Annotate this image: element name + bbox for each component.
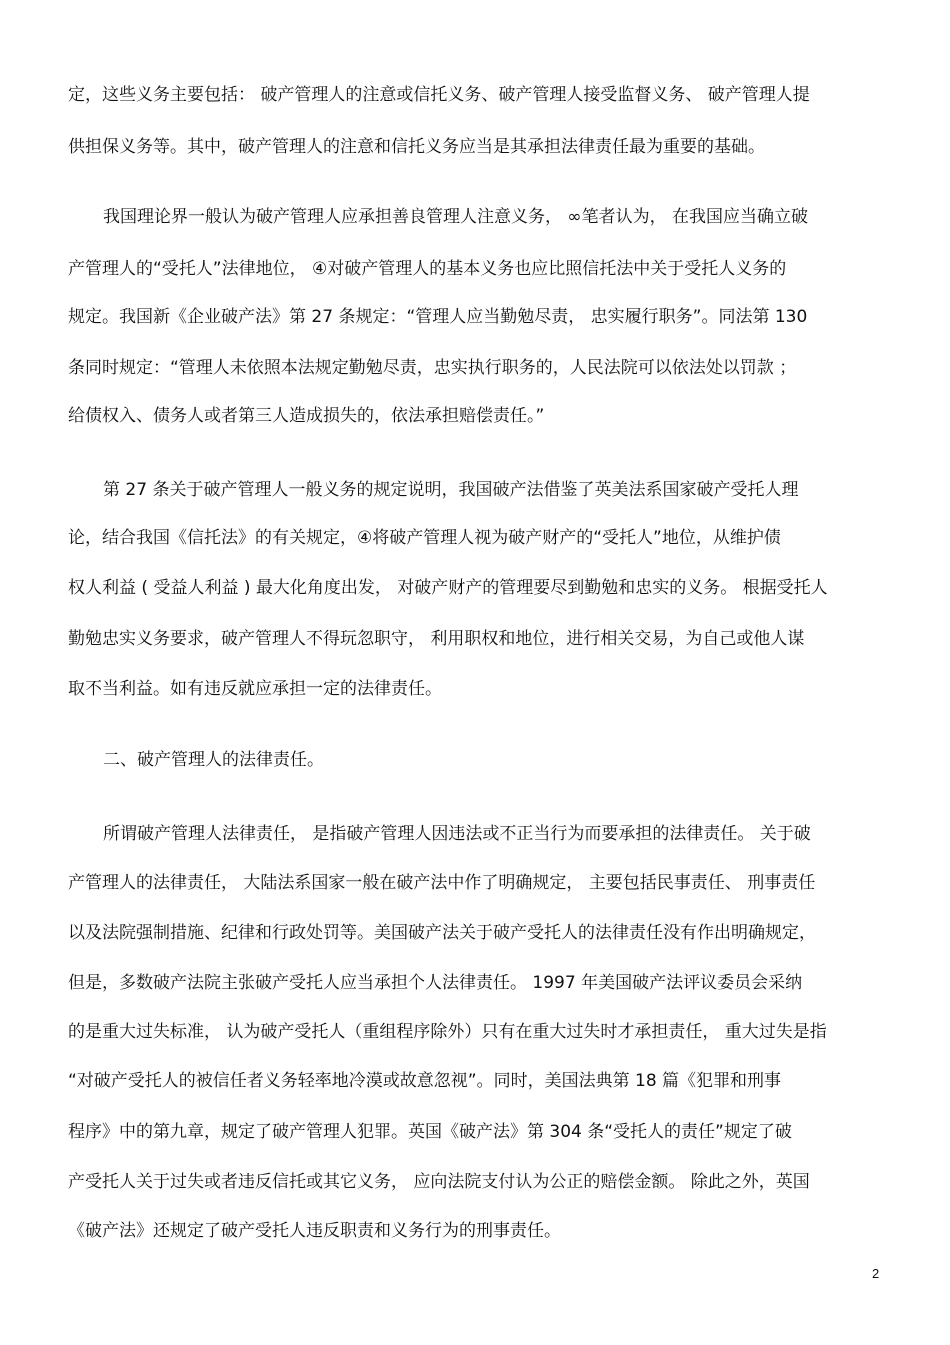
text-line: 以及法院强制措施、纪律和行政处罚等。美国破产法关于破产受托人的法律责任没有作出明确规定， — [68, 923, 816, 943]
text-line: “对破产受托人的被信任者义务轻率地冷漠或故意忽视”。同时，美国法典第 18 篇《犯罪和刑事 — [68, 1071, 782, 1091]
text-line: 取不当利益。如有违反就应承担一定的法律责任。 — [68, 679, 442, 699]
section-heading: 二、破产管理人的法律责任。 — [103, 750, 324, 770]
text-line: 产管理人的法律责任， 大陆法系国家一般在破产法中作了明确规定， 主要包括民事责任、 刑事责任 — [68, 873, 816, 893]
text-line: 《破产法》还规定了破产受托人违反职责和义务行为的刑事责任。 — [68, 1221, 561, 1241]
text-line: 所谓破产管理人法律责任， 是指破产管理人因违法或不正当行为而要承担的法律责任。 关于破 — [103, 824, 811, 844]
text-line: 但是，多数破产法院主张破产受托人应当承担个人法律责任。 1997 年美国破产法评议委员会采纳 — [68, 973, 803, 993]
page-number: 2 — [872, 1266, 880, 1281]
text-line: 规定。我国新《企业破产法》第 27 条规定：“管理人应当勤勉尽责， 忠实履行职务”。同法第 130 — [68, 307, 808, 327]
text-line: 定，这些义务主要包括： 破产管理人的注意或信托义务、破产管理人接受监督义务、 破产管理人提 — [68, 85, 810, 105]
text-line: 产管理人的“受托人”法律地位， ④对破产管理人的基本义务也应比照信托法中关于受托人义务的 — [68, 259, 787, 279]
text-line: 勤勉忠实义务要求，破产管理人不得玩忽职守， 利用职权和地位，进行相关交易，为自己或他人谋 — [68, 629, 805, 649]
text-line: 程序》中的第九章，规定了破产管理人犯罪。英国《破产法》第 304 条“受托人的责任”规定了破 — [68, 1122, 792, 1142]
text-line: 权人利益 ( 受益人利益 ) 最大化角度出发， 对破产财产的管理要尽到勤勉和忠实的义务。 根据受托人 — [68, 578, 828, 598]
text-line: 第 27 条关于破产管理人一般义务的规定说明，我国破产法借鉴了英美法系国家破产受托人理 — [103, 480, 799, 500]
text-line: 的是重大过失标准， 认为破产受托人（重组程序除外）只有在重大过失时才承担责任， 重大过失是指 — [68, 1022, 827, 1042]
text-line: 我国理论界一般认为破产管理人应承担善良管理人注意义务， ∞笔者认为， 在我国应当确立破 — [103, 207, 808, 227]
text-line: 条同时规定：“管理人未依照本法规定勤勉尽责，忠实执行职务的，人民法院可以依法处以罚款 ； — [68, 358, 797, 378]
text-line: 论，结合我国《信托法》的有关规定，④将破产管理人视为破产财产的“受托人”地位，从维护债 — [68, 528, 781, 548]
text-line: 给债权入、债务人或者第三人造成损失的，依法承担赔偿责任。” — [68, 406, 545, 426]
text-line: 产受托人关于过失或者违反信托或其它义务， 应向法院支付认为公正的赔偿金额。 除此之外，英国 — [68, 1172, 810, 1192]
text-line: 供担保义务等。其中，破产管理人的注意和信托义务应当是其承担法律责任最为重要的基础。 — [68, 137, 765, 157]
